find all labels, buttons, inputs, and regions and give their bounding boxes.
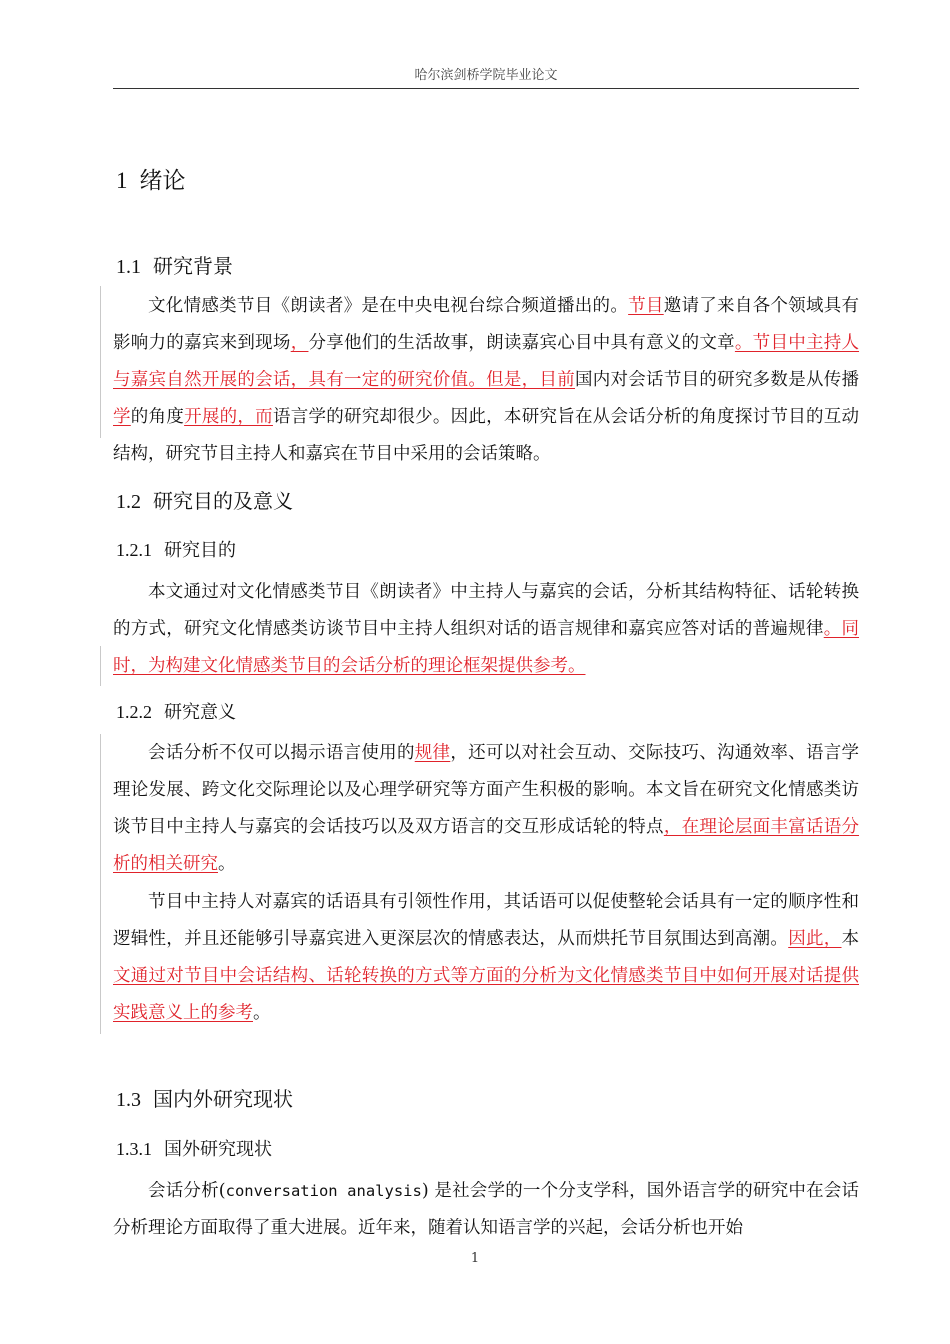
text-run: ) 是社会学的一个分支学科，国外语言学的研究中在会话分析理论方面取得了重大进展。近年来，随着认知语言学的兴起，会话分析也开始 [113, 1181, 860, 1238]
text-run: 节目中主持人对嘉宾的话语具有引领性作用，其话语可以促使整轮会话具有一定的顺序性和逻辑性，并且还能够引导嘉宾进入更深层次的情感表达，从而烘托节目氛围达到高潮。 [113, 892, 859, 949]
revised-text: ，在理论层面丰富话语分析的相关研究 [113, 817, 860, 874]
text-run: 邀请了来自各个领域具有影响力的嘉宾来到现场 [113, 296, 860, 353]
header-rule [113, 88, 859, 89]
revision-margin-bar [100, 646, 101, 686]
page-header: 哈尔滨剑桥学院毕业论文 [414, 68, 558, 83]
revision-margin-bar [100, 286, 101, 438]
text-run: 分享他们的生活故事，朗读嘉宾心目中具有意义的文章 [308, 333, 735, 353]
section-number: 1.2 [116, 491, 141, 513]
section-heading-1-3 [116, 1083, 293, 1112]
text-run: 的角度 [130, 407, 185, 427]
text-run: 语言学的研究却很少。因此，本研究旨在从会话分析的角度探讨节目的互动结构，研究节目主持人和嘉宾在节目中采用的会话策略。 [113, 407, 860, 464]
text-run: 会话分析不仅可以揭示语言使用的 [148, 743, 415, 763]
subsection-heading-1-2-1 [116, 536, 236, 562]
revision-margin-bar [100, 734, 101, 1034]
english-term: conversation analysis [225, 1182, 422, 1200]
chapter-heading [116, 162, 186, 195]
section-number: 1.3 [116, 1089, 141, 1111]
text-run: 本 [841, 929, 860, 949]
paragraph-foreign-research [113, 1173, 859, 1247]
text-run: 会话分析( [148, 1181, 226, 1201]
paragraph-significance-1 [113, 735, 859, 883]
text-run: 。 [218, 854, 236, 874]
page-number: 1 [470, 1251, 480, 1266]
text-run: ，还可以对社会互动、交际技巧、沟通效率、语言学理论发展、跨文化交际理论以及心理学研究等方面产生积极的影响。本文旨在研究文化情感类访谈节目中主持人与嘉宾的会话技巧以及双方语言的交互形成话轮的特点 [113, 743, 860, 837]
chapter-number: 1 [116, 168, 128, 193]
revised-text: 规律 [414, 743, 451, 763]
revised-text: 因此， [788, 929, 842, 949]
section-number: 1.1 [116, 256, 141, 278]
revised-text: 学 [113, 407, 131, 427]
text-run: 文化情感类节目《朗读者》是在中央电视台综合频道播出的。 [148, 296, 629, 316]
chapter-title: 绪论 [139, 168, 186, 194]
subsection-title: 国外研究现状 [164, 1139, 272, 1160]
paragraph-significance-2 [113, 884, 859, 1032]
subsection-number: 1.3.1 [116, 1139, 152, 1159]
text-run: 。 [253, 1003, 271, 1023]
revised-text: 开展的，而 [184, 407, 273, 427]
subsection-number: 1.2.1 [116, 540, 152, 560]
paragraph-purpose [113, 574, 859, 685]
text-run: 国内对会话节目的研究多数是从传播 [574, 370, 860, 390]
revised-text: ， [290, 333, 309, 353]
subsection-heading-1-2-2 [116, 698, 236, 724]
subsection-heading-1-3-1 [116, 1135, 272, 1161]
section-title: 国内外研究现状 [153, 1087, 293, 1111]
subsection-number: 1.2.2 [116, 702, 152, 722]
subsection-title: 研究目的 [164, 540, 236, 561]
revised-text: 节目 [628, 296, 664, 316]
section-title: 研究目的及意义 [153, 489, 293, 513]
section-title: 研究背景 [153, 254, 233, 278]
paragraph-background [113, 288, 859, 473]
revised-text: 文通过对节目中会话结构、话轮转换的方式等方面的分析为文化情感类节目中如何开展对话提供实践意义上的参考 [113, 966, 859, 1023]
revised-text: 。同时，为构建文化情感类节目的会话分析的理论框架提供参考。 [113, 619, 860, 676]
text-run: 本文通过对文化情感类节目《朗读者》中主持人与嘉宾的会话，分析其结构特征、话轮转换的方式，研究文化情感类访谈节目中主持人组织对话的语言规律和嘉宾应答对话的普遍规律 [113, 582, 859, 639]
section-heading-1-1 [116, 250, 233, 279]
revised-text: 。节目中主持人与嘉宾自然开展的会话，具有一定的研究价值。但是，目前 [113, 333, 860, 390]
subsection-title: 研究意义 [164, 702, 236, 723]
section-heading-1-2 [116, 485, 293, 514]
